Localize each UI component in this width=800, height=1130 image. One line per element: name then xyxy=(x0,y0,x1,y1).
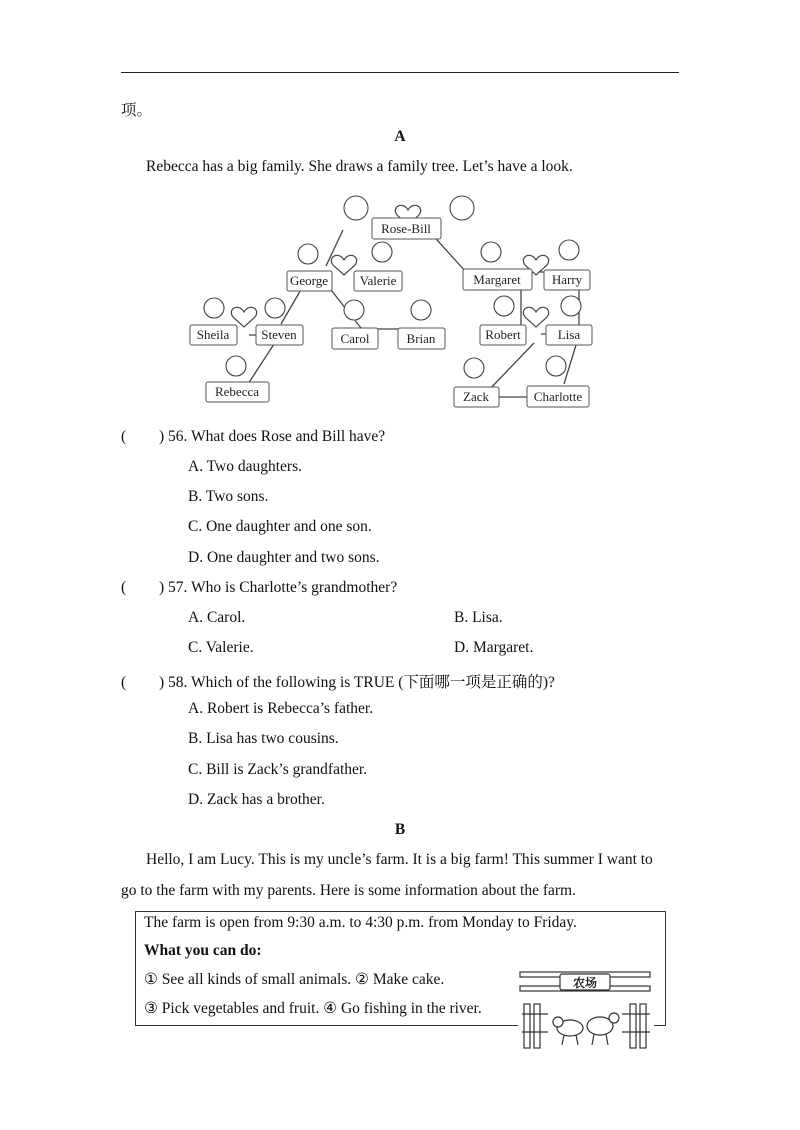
tree-brian: Brian xyxy=(406,331,436,346)
q56-option-a: A. Two daughters. xyxy=(188,458,303,475)
tree-george: George xyxy=(289,273,329,288)
header-fragment: 项。 xyxy=(121,102,153,119)
section-a-intro: Rebecca has a big family. She draws a family tree. Let’s have a look. xyxy=(146,158,573,175)
section-b-heading: B xyxy=(394,821,406,838)
tree-zack: Zack xyxy=(463,389,489,404)
q58-option-a: A. Robert is Rebecca’s father. xyxy=(188,700,374,717)
farm-activities-line2: ③ Pick vegetables and fruit. ④ Go fishing in the river. xyxy=(144,1000,482,1017)
q57-option-a: A. Carol. xyxy=(188,609,246,626)
farm-activities-heading: What you can do: xyxy=(144,942,262,959)
answer-blank[interactable]: ( xyxy=(121,428,127,445)
q57-option-d: D. Margaret. xyxy=(454,639,534,656)
question-58: ( ) 58. Which of the following is TRUE (下面哪一项是正确的)? xyxy=(121,674,555,691)
tree-lisa: Lisa xyxy=(557,327,581,342)
tree-harry: Harry xyxy=(551,272,583,287)
tree-valerie: Valerie xyxy=(359,273,397,288)
tree-robert: Robert xyxy=(485,327,521,342)
q57-option-b: B. Lisa. xyxy=(454,609,503,626)
tree-steven: Steven xyxy=(261,327,297,342)
tree-charlotte: Charlotte xyxy=(533,389,583,404)
tree-carol: Carol xyxy=(340,331,370,346)
farm-activities-line1: ① See all kinds of small animals. ② Make cake. xyxy=(144,971,445,988)
section-a-heading: A xyxy=(394,128,406,145)
q58-option-b: B. Lisa has two cousins. xyxy=(188,730,339,747)
q57-option-c: C. Valerie. xyxy=(188,639,254,656)
family-tree-diagram xyxy=(186,188,606,413)
section-b-para-line2: go to the farm with my parents. Here is some information about the farm. xyxy=(121,882,576,899)
answer-blank[interactable]: ( xyxy=(121,674,127,691)
question-57: ( ) 57. Who is Charlotte’s grandmother? xyxy=(121,579,398,596)
answer-blank[interactable]: ( xyxy=(121,579,127,596)
farm-gate-illustration xyxy=(518,970,654,1050)
q56-option-d: D. One daughter and two sons. xyxy=(188,549,380,566)
q56-option-b: B. Two sons. xyxy=(188,488,269,505)
top-rule xyxy=(121,72,679,73)
question-56: ( ) 56. What does Rose and Bill have? xyxy=(121,428,386,445)
section-b-para-line1: Hello, I am Lucy. This is my uncle’s farm. It is a big farm! This summer I want to xyxy=(146,851,653,868)
tree-rebecca: Rebecca xyxy=(214,384,260,399)
tree-sheila: Sheila xyxy=(196,327,230,342)
farm-hours: The farm is open from 9:30 a.m. to 4:30 p.m. from Monday to Friday. xyxy=(144,914,577,931)
q58-option-d: D. Zack has a brother. xyxy=(188,791,325,808)
tree-rose-bill: Rose-Bill xyxy=(381,221,431,236)
tree-margaret: Margaret xyxy=(473,272,521,287)
q56-option-c: C. One daughter and one son. xyxy=(188,518,372,535)
q58-option-c: C. Bill is Zack’s grandfather. xyxy=(188,761,368,778)
farm-sign-text: 农场 xyxy=(572,976,598,990)
